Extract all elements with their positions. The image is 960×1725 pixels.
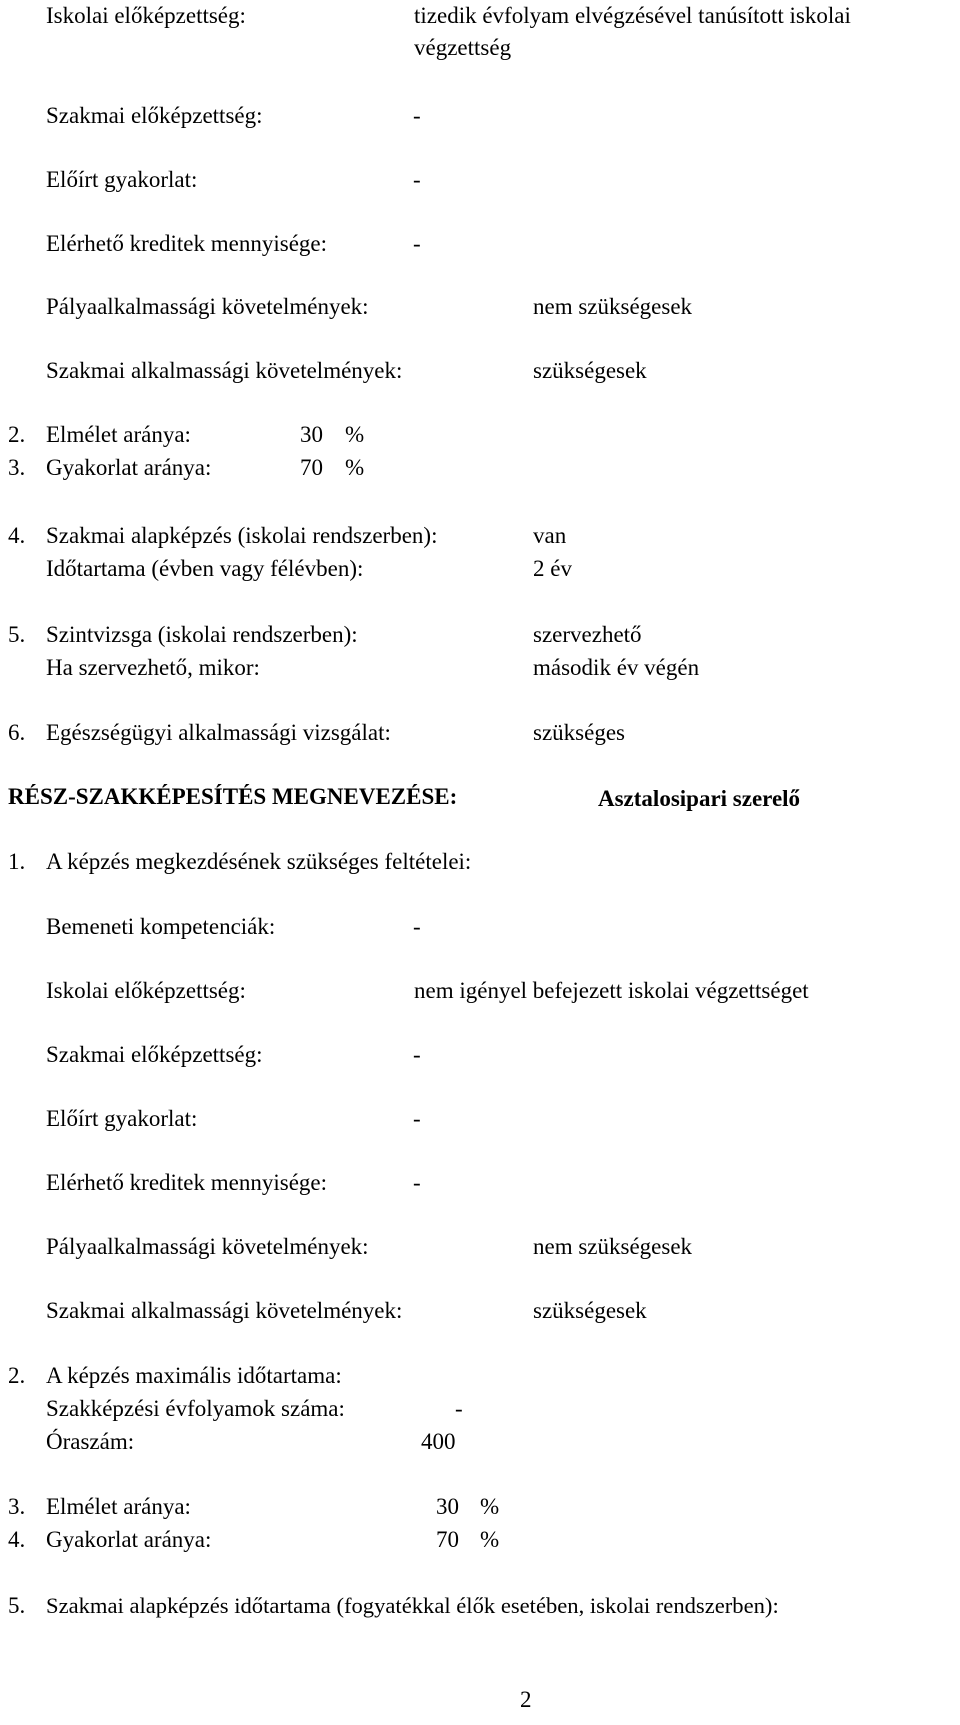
page-number: 2	[520, 1687, 532, 1712]
gyakorlat-b-unit: %	[480, 1527, 500, 1552]
eloirt-gyakorlat-b-label: Előírt gyakorlat:	[46, 1106, 198, 1131]
iskolai-elokepzettseg-value-line1: tizedik évfolyam elvégzésével tanúsított iskolai	[414, 3, 851, 28]
feltetelek-title: A képzés megkezdésének szükséges feltételei:	[46, 849, 472, 874]
szakmai-alkalmassagi-b-label: Szakmai alkalmassági követelmények:	[46, 1298, 403, 1323]
szakmai-elokepzettseg-b-value: -	[413, 1042, 421, 1067]
palyaalkalmassagi-value: nem szükségesek	[533, 294, 693, 319]
elmelet-unit: %	[345, 422, 365, 447]
alapkepzes-b-text: Szakmai alapképzés időtartama (fogyatékkal élők esetében, iskolai rendszerben):	[46, 1593, 779, 1618]
elmelet-num: 2.	[8, 422, 26, 447]
bemeneti-value: -	[413, 914, 421, 939]
gyakorlat-b-value: 70	[436, 1527, 459, 1552]
elmelet-b-value: 30	[436, 1494, 459, 1519]
elmelet-value: 30	[300, 422, 323, 447]
egeszsegugyi-label: Egészségügyi alkalmassági vizsgálat:	[46, 720, 391, 745]
szintvizsga-mikor-value: második év végén	[533, 655, 700, 680]
szintvizsga-num: 5.	[8, 622, 26, 647]
iskolai-elokepzettseg-value-line2: végzettség	[414, 35, 512, 60]
egeszsegugyi-num: 6.	[8, 720, 26, 745]
gyakorlat-unit: %	[345, 455, 365, 480]
idotartam-value: 2 év	[533, 556, 572, 581]
evfolyamok-label: Szakképzési évfolyamok száma:	[46, 1396, 345, 1421]
alapkepzes-value: van	[533, 523, 567, 548]
eloirt-gyakorlat-value: -	[413, 167, 421, 192]
palyaalkalmassagi-b-value: nem szükségesek	[533, 1234, 693, 1259]
alapkepzes-label: Szakmai alapképzés (iskolai rendszerben):	[46, 523, 438, 548]
oraszam-value: 400	[421, 1429, 456, 1454]
elmelet-label: Elmélet aránya:	[46, 422, 191, 447]
resz-szakkepesites-name: Asztalosipari szerelő	[598, 786, 801, 811]
alapkepzes-num: 4.	[8, 523, 26, 548]
szakmai-elokepzettseg-value: -	[413, 103, 421, 128]
eloirt-gyakorlat-label: Előírt gyakorlat:	[46, 167, 198, 192]
kreditek-value: -	[413, 231, 421, 256]
szakmai-alkalmassagi-label: Szakmai alkalmassági követelmények:	[46, 358, 403, 383]
oraszam-label: Óraszám:	[46, 1429, 135, 1454]
resz-szakkepesites-heading: RÉSZ-SZAKKÉPESÍTÉS MEGNEVEZÉSE:	[8, 784, 458, 809]
elmelet-b-num: 3.	[8, 1494, 26, 1519]
feltetelek-num: 1.	[8, 849, 26, 874]
palyaalkalmassagi-b-label: Pályaalkalmassági követelmények:	[46, 1234, 369, 1259]
szintvizsga-mikor-label: Ha szervezhető, mikor:	[46, 655, 260, 680]
eloirt-gyakorlat-b-value: -	[413, 1106, 421, 1131]
iskolai-elokepzettseg-b-value: nem igényel befejezett iskolai végzettséget	[414, 978, 809, 1003]
alapkepzes-b-num: 5.	[8, 1593, 26, 1618]
kreditek-b-label: Elérhető kreditek mennyisége:	[46, 1170, 328, 1195]
gyakorlat-label: Gyakorlat aránya:	[46, 455, 212, 480]
iskolai-elokepzettseg-label: Iskolai előképzettség:	[46, 3, 246, 28]
max-idotartam-title: A képzés maximális időtartama:	[46, 1363, 342, 1388]
szakmai-elokepzettseg-b-label: Szakmai előképzettség:	[46, 1042, 263, 1067]
szakmai-alkalmassagi-b-value: szükségesek	[533, 1298, 647, 1323]
szakmai-elokepzettseg-label: Szakmai előképzettség:	[46, 103, 263, 128]
bemeneti-label: Bemeneti kompetenciák:	[46, 914, 276, 939]
szakmai-alkalmassagi-value: szükségesek	[533, 358, 647, 383]
iskolai-elokepzettseg-b-label: Iskolai előképzettség:	[46, 978, 246, 1003]
gyakorlat-b-label: Gyakorlat aránya:	[46, 1527, 212, 1552]
gyakorlat-b-num: 4.	[8, 1527, 26, 1552]
gyakorlat-num: 3.	[8, 455, 26, 480]
szintvizsga-label: Szintvizsga (iskolai rendszerben):	[46, 622, 358, 647]
palyaalkalmassagi-label: Pályaalkalmassági követelmények:	[46, 294, 369, 319]
elmelet-b-unit: %	[480, 1494, 500, 1519]
max-idotartam-num: 2.	[8, 1363, 26, 1388]
idotartam-label: Időtartama (évben vagy félévben):	[46, 556, 364, 581]
kreditek-label: Elérhető kreditek mennyisége:	[46, 231, 328, 256]
egeszsegugyi-value: szükséges	[533, 720, 625, 745]
kreditek-b-value: -	[413, 1170, 421, 1195]
elmelet-b-label: Elmélet aránya:	[46, 1494, 191, 1519]
gyakorlat-value: 70	[300, 455, 323, 480]
szintvizsga-value: szervezhető	[533, 622, 642, 647]
evfolyamok-value: -	[455, 1396, 463, 1421]
